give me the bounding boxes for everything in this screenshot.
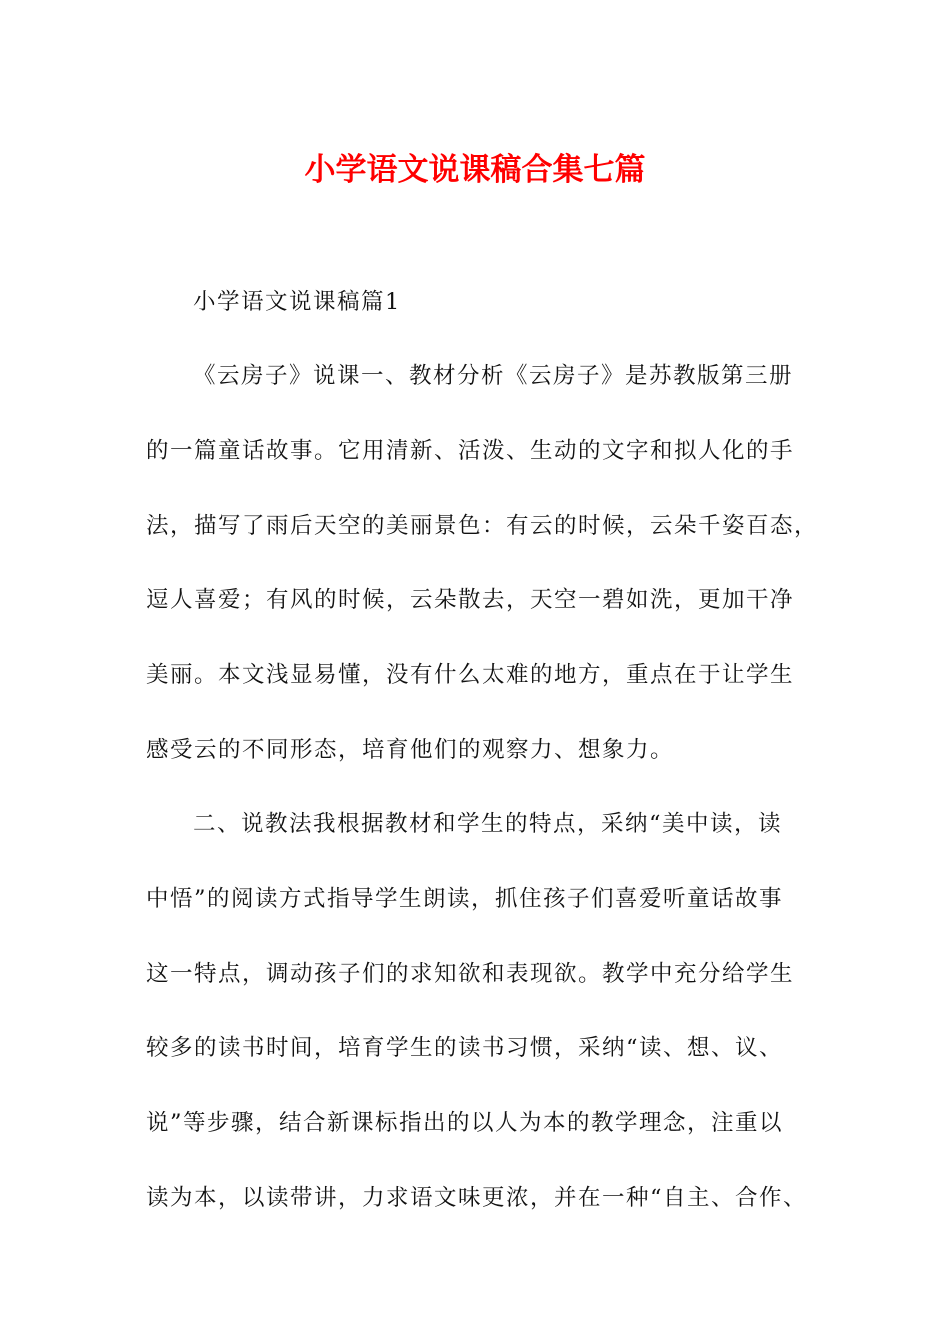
paragraph-line: 中悟”的阅读方式指导学生朗读，抓住孩子们喜爱听童话故事 [146, 886, 784, 912]
paragraph-line: 二、说教法我根据教材和学生的特点，采纳“美中读，读 [193, 811, 783, 837]
paragraph-line: 美丽。本文浅显易懂，没有什么太难的地方，重点在于让学生 [146, 662, 795, 688]
paragraph-line: 说”等步骤，结合新课标指出的以人为本的教学理念，注重以 [146, 1110, 784, 1136]
paragraph-line: 这一特点，调动孩子们的求知欲和表现欲。教学中充分给学生 [146, 961, 795, 987]
paragraph-line: 《云房子》说课一、教材分析《云房子》是苏教版第三册 [193, 363, 794, 389]
section-heading: 小学语文说课稿篇1 [193, 289, 401, 315]
document-title: 小学语文说课稿合集七篇 [304, 152, 646, 188]
paragraph-line: 较多的读书时间，培育学生的读书习惯，采纳“读、想、议、 [146, 1035, 784, 1061]
paragraph-line: 逗人喜爱；有风的时候，云朵散去，天空一碧如洗，更加干净 [146, 587, 795, 613]
paragraph-line: 的一篇童话故事。它用清新、活泼、生动的文字和拟人化的手 [146, 438, 795, 464]
paragraph-line: 法，描写了雨后天空的美丽景色：有云的时候，云朵千姿百态， [146, 513, 819, 539]
paragraph-line: 感受云的不同形态，培育他们的观察力、想象力。 [146, 737, 675, 763]
paragraph-line: 读为本，以读带讲，力求语文味更浓，并在一种“自主、合作、 [146, 1185, 808, 1211]
